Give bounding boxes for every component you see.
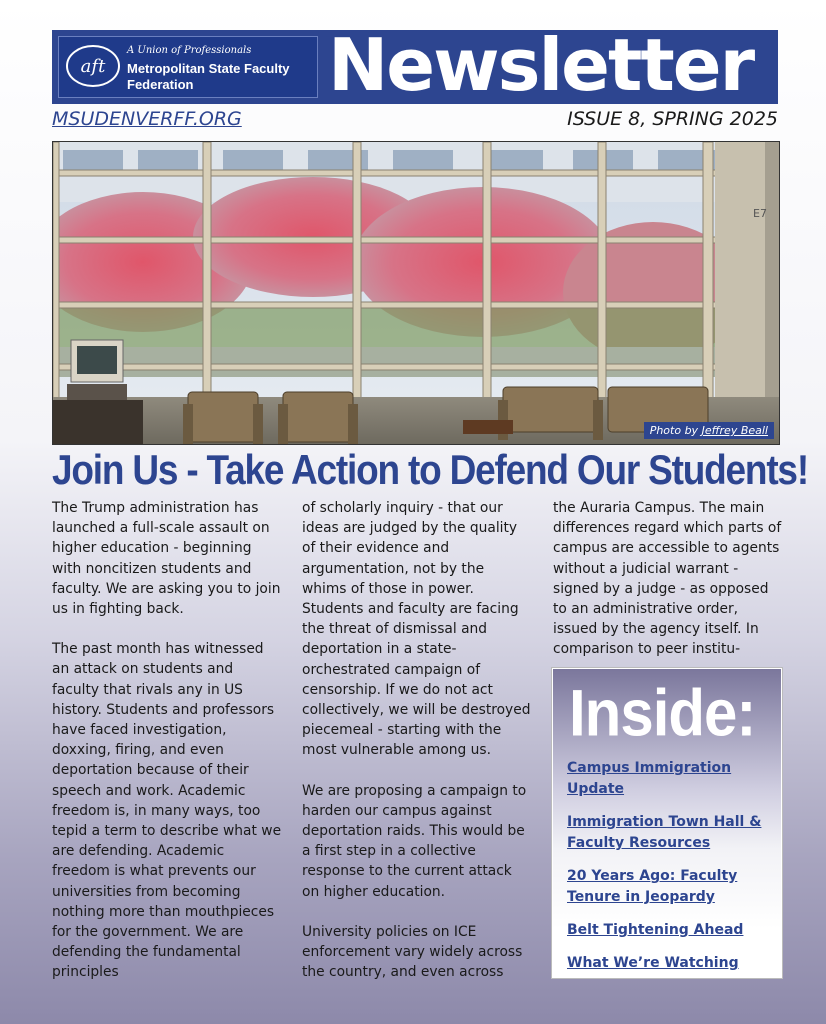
list-item [567, 919, 773, 940]
inside-link-campus-immigration[interactable]: Campus Immigration Update [567, 760, 732, 797]
article-column-1 [52, 498, 282, 1003]
article-headline: Join Us - Take Action to Defend Our Students! [52, 447, 808, 493]
inside-list [567, 757, 773, 985]
inside-link-town-hall[interactable]: Immigration Town Hall & Faculty Resources [567, 814, 762, 851]
issue-label: ISSUE 8, SPRING 2025 [567, 108, 778, 130]
article-column-2 [302, 498, 532, 1002]
list-item [567, 811, 773, 853]
inside-link-watching[interactable]: What We’re Watching [567, 955, 739, 971]
inside-link-belt-tightening[interactable]: Belt Tightening Ahead [567, 922, 744, 938]
list-item [567, 952, 773, 973]
photo-credit [644, 422, 774, 439]
paragraph: The past month has witnessed an attack on students and faculty that rivals any in US history. Students and professors have faced investigation, doxxing, firing, and even deportation because of their speech and work. Academic freedom is, in many ways, too tepid a term to describe what we are defending. Academic freedom is what prevents our universities from becoming nothing more than mouthpieces for the government. We are defending the fundamental principles [52, 641, 282, 981]
cover-photo [52, 141, 780, 445]
column-sign: E7 [753, 207, 767, 220]
article-column-3 [553, 498, 783, 680]
union-logo-box [58, 36, 318, 98]
photo-credit-prefix: Photo by [649, 424, 699, 437]
aft-logo-text: aft [80, 56, 106, 77]
aft-logo-icon [65, 44, 121, 88]
lounge-window-illustration [53, 142, 779, 444]
paragraph: of scholarly inquiry - that our ideas are judged by the quality of their evidence and argumentation, not by the whims of those in power. Students and faculty are facing the threat of dismissal and deportation in a state-orchestrated campaign of censorship. If we do not act collectively, we will be destroyed piecemeal - starting with the most vulnerable among us. [302, 500, 531, 759]
newsletter-title: Newsletter [328, 23, 754, 107]
masthead [52, 23, 778, 107]
inside-title: Inside: [569, 676, 756, 750]
photo-credit-name[interactable]: Jeffrey Beall [701, 424, 768, 437]
list-item [567, 865, 773, 907]
paragraph: the Auraria Campus. The main differences regard which parts of campus are accessible to agents without a judicial warrant - signed by a judge - as opposed to an administrative order, issued by the agency itself. In comparison to peer institu- [553, 500, 782, 658]
list-item [567, 757, 773, 799]
paragraph: The Trump administration has launched a full-scale assault on higher education - beginning with noncitizen students and faculty. We are asking you to join us in fighting back. [52, 500, 281, 618]
inside-contents-box [552, 668, 782, 978]
union-tagline: A Union of Professionals [127, 45, 252, 56]
paragraph: We are proposing a campaign to harden our campus against deportation raids. This would be a first step in a collective response to the current attack on higher education. [302, 782, 527, 900]
website-link[interactable]: MSUDENVERFF.ORG [52, 108, 242, 130]
paragraph: University policies on ICE enforcement vary widely across the country, and even across [302, 923, 523, 981]
organization-name: Metropolitan State Faculty Federation [127, 61, 290, 92]
inside-link-tenure[interactable]: 20 Years Ago: Faculty Tenure in Jeopardy [567, 868, 738, 905]
